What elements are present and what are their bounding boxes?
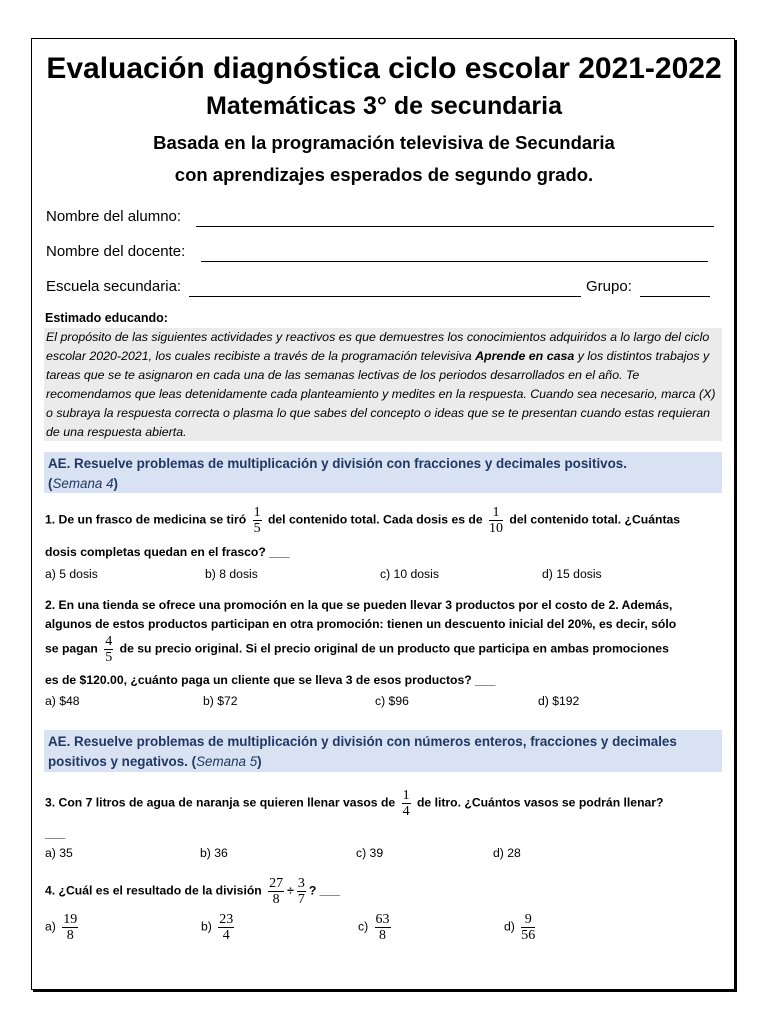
school-label: Escuela secundaria:	[46, 278, 182, 295]
fraction	[62, 912, 78, 943]
q2-option-b[interactable]: b) $72	[203, 694, 238, 708]
denominator: 5	[105, 650, 113, 665]
fraction	[253, 505, 262, 536]
greeting: Estimado educando:	[45, 311, 168, 325]
option-label: c)	[358, 919, 369, 934]
question-3	[45, 788, 663, 819]
student-name-field[interactable]	[196, 226, 714, 227]
fraction	[268, 876, 284, 907]
q1-option-c[interactable]: c) 10 dosis	[380, 567, 439, 581]
q3-option-b[interactable]: b) 36	[200, 846, 228, 860]
question-2-line4: es de $120.00, ¿cuánto paga un cliente que se lleva 3 de esos productos? ___	[45, 673, 496, 687]
learning-expectation-1	[44, 452, 722, 493]
fraction	[402, 788, 411, 819]
fraction	[218, 912, 234, 943]
group-label: Grupo:	[586, 278, 632, 295]
question-1-cont: dosis completas quedan en el frasco? ___	[45, 545, 290, 559]
division-sign: ÷	[287, 883, 294, 898]
denominator: 56	[521, 928, 536, 943]
fraction	[521, 912, 535, 943]
question-4	[45, 876, 340, 907]
learning-expectation-2-text: AE. Resuelve problemas de multiplicación y división con números enteros, fracciones y decimales positivos y negativos.	[48, 734, 677, 769]
question-2-line1: 2. En una tienda se ofrece una promoción en la que se pueden llevar 3 productos por el costo de 2. Además,	[45, 598, 673, 612]
denominator: 7	[297, 892, 305, 907]
question-3-blank: ___	[45, 826, 66, 840]
numerator: 27	[269, 876, 284, 891]
q1-option-a[interactable]: a) 5 dosis	[45, 567, 98, 581]
document-description-line2: con aprendizajes esperados de segundo grado.	[174, 164, 594, 185]
q2-text-b: de su precio original. Si el precio original de un producto que participa en ambas promociones	[119, 641, 669, 656]
q4-text-a: 4. ¿Cuál es el resultado de la división	[45, 883, 262, 898]
q3-option-c[interactable]: c) 39	[356, 846, 384, 860]
q1-option-d[interactable]: d) 15 dosis	[542, 567, 602, 581]
q1-text-b: del contenido total. Cada dosis es de	[267, 512, 483, 527]
option-label: a)	[45, 919, 56, 934]
instructions-box	[44, 328, 722, 441]
learning-expectation-2	[44, 730, 722, 772]
fraction	[297, 876, 306, 907]
numerator: 1	[402, 788, 410, 803]
learning-expectation-1-text: AE. Resuelve problemas de multiplicación y división con fracciones y decimales positivos.	[48, 456, 627, 471]
document-title: Evaluación diagnóstica ciclo escolar 2021-2022	[46, 52, 722, 85]
numerator: 23	[219, 912, 234, 927]
numerator: 63	[375, 912, 390, 927]
q1-option-b[interactable]: b) 8 dosis	[205, 567, 258, 581]
numerator: 1	[489, 505, 503, 521]
document-subtitle: Matemáticas 3° de secundaria	[206, 92, 562, 120]
teacher-name-label: Nombre del docente:	[46, 243, 186, 260]
q2-text-a: se pagan	[45, 641, 98, 656]
q2-option-d[interactable]: d) $192	[538, 694, 580, 708]
numerator: 9	[521, 912, 535, 928]
paren-close: )	[113, 476, 118, 491]
q4-text-b: ? ___	[308, 883, 340, 898]
numerator: 4	[105, 634, 113, 649]
instructions-text-1: El propósito de las siguientes actividades y reactivos es que demuestres los conocimientos adquiridos a lo largo del ciclo escolar 2020-2021, los cuales recibiste a través de la programación televisiva	[46, 330, 710, 363]
q3-option-a[interactable]: a) 35	[45, 846, 73, 860]
instructions-text-2: y los distintos trabajos y tareas que se te asignaron en cada una de las semanas lectivas de los periodos desarrollados en el año. Te recomendamos que leas detenidamente cada planteamiento y medites en la respuesta. Cuando sea necesario, marca (X) o subraya la respuesta correcta o plasma lo que sabes del concepto o ideas que se te presentan cuando estas requieran de una respuesta abierta.	[46, 349, 716, 439]
q3-text-b: de litro. ¿Cuántos vasos se podrán llenar?	[416, 795, 664, 810]
q1-text-c: del contenido total. ¿Cuántas	[509, 512, 681, 527]
denominator: 4	[402, 804, 410, 819]
instructions-program-name: Aprende en casa	[475, 349, 575, 363]
q4-option-d[interactable]	[504, 912, 538, 943]
week-label-2: Semana 5	[196, 754, 258, 769]
group-field[interactable]	[640, 296, 710, 297]
question-2-line2: algunos de estos productos participan en otra promoción: tienen un descuento inicial del 20%, es decir, sólo	[45, 617, 677, 631]
denominator: 8	[379, 928, 387, 943]
q4-option-a[interactable]	[45, 912, 81, 943]
fraction	[489, 505, 503, 536]
numerator: 1	[253, 505, 261, 520]
q3-option-d[interactable]: d) 28	[493, 846, 521, 860]
fraction	[375, 912, 391, 943]
school-field[interactable]	[189, 296, 581, 297]
numerator: 3	[297, 876, 305, 891]
q2-option-c[interactable]: c) $96	[375, 694, 409, 708]
denominator: 8	[272, 892, 280, 907]
document-description-line1: Basada en la programación televisiva de Secundaria	[153, 132, 615, 153]
denominator: 10	[489, 521, 504, 536]
teacher-name-field[interactable]	[201, 261, 708, 262]
option-label: d)	[504, 919, 515, 934]
paren-open: (	[48, 476, 53, 491]
denominator: 8	[66, 928, 74, 943]
q1-text-a: 1. De un frasco de medicina se tiró	[45, 512, 247, 527]
question-2-line3	[45, 634, 669, 665]
numerator: 19	[63, 912, 78, 927]
option-label: b)	[201, 919, 212, 934]
paren-close: )	[257, 754, 262, 769]
denominator: 4	[222, 928, 230, 943]
fraction	[104, 634, 113, 665]
student-name-label: Nombre del alumno:	[46, 208, 182, 225]
q2-option-a[interactable]: a) $48	[45, 694, 80, 708]
q4-option-b[interactable]	[201, 912, 237, 943]
q3-text-a: 3. Con 7 litros de agua de naranja se quieren llenar vasos de	[45, 795, 396, 810]
q4-option-c[interactable]	[358, 912, 394, 943]
denominator: 5	[253, 521, 261, 536]
paren-open: (	[187, 754, 197, 769]
question-1	[45, 505, 680, 536]
week-label-1: Semana 4	[52, 476, 114, 491]
